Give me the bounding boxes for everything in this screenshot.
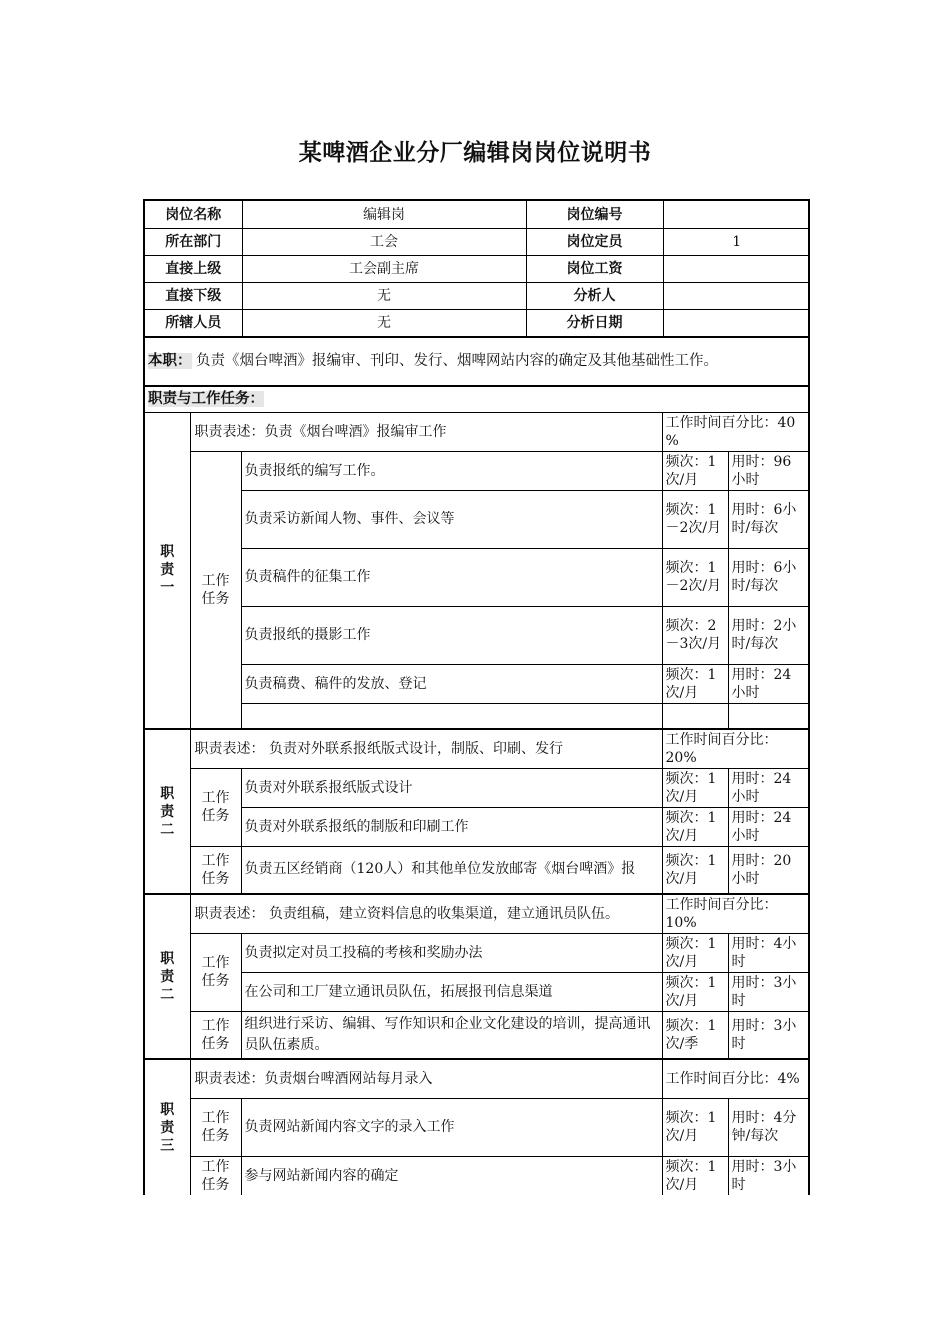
task-frequency: 频次：1次/月	[662, 807, 728, 846]
task-text: 在公司和工厂建立通讯员队伍，拓展报刊信息渠道	[241, 972, 662, 1011]
task-time: 用时：2小时/每次	[728, 606, 809, 664]
task-time: 用时：96小时	[728, 451, 809, 490]
subordinate-value: 无	[242, 283, 526, 309]
duty-statement: 职责表述：负责烟台啤酒网站每月录入	[190, 1059, 662, 1098]
position-name-value: 编辑岗	[242, 201, 526, 228]
task-frequency: 频次：1次/月	[662, 1098, 728, 1156]
subordinate-label: 直接下级	[145, 283, 242, 309]
task-time	[728, 703, 809, 729]
task-text: 负责对外联系报纸的制版和印刷工作	[241, 807, 662, 846]
duty-percent: 工作时间百分比：20%	[662, 729, 809, 768]
task-text: 负责稿费、稿件的发放、登记	[241, 664, 662, 703]
task-time: 用时：20小时	[728, 846, 809, 894]
task-time: 用时：24小时	[728, 664, 809, 703]
position-no-value	[663, 201, 809, 228]
superior-label: 直接上级	[145, 256, 242, 282]
task-time: 用时：3小时	[728, 1156, 809, 1195]
work-task-label: 工作任务	[190, 1011, 241, 1059]
duty-label: 职责一	[144, 412, 190, 729]
section-label: 职责与工作任务：	[148, 391, 264, 408]
task-frequency: 频次：1次/月	[662, 664, 728, 703]
task-frequency: 频次：2－3次/月	[662, 606, 728, 664]
superior-value: 工会副主席	[242, 256, 526, 282]
duty-statement: 职责表述： 负责对外联系报纸版式设计，制版、印刷、发行	[190, 729, 662, 768]
quota-label: 岗位定员	[526, 229, 663, 255]
task-time: 用时：24小时	[728, 807, 809, 846]
task-frequency: 频次：1次/月	[662, 1156, 728, 1195]
task-frequency: 频次：1次/月	[662, 846, 728, 894]
duty-label: 职责三	[144, 1059, 190, 1195]
info-row	[145, 283, 809, 309]
page-title: 某啤酒企业分厂编辑岗岗位说明书	[298, 140, 652, 166]
duty-statement: 职责表述：负责《烟台啤酒》报编审工作	[190, 412, 662, 451]
duty-statement: 职责表述： 负责组稿，建立资料信息的收集渠道，建立通讯员队伍。	[190, 894, 662, 933]
task-time: 用时：3小时	[728, 972, 809, 1011]
task-text: 负责稿件的征集工作	[241, 548, 662, 606]
task-time: 用时：4小时	[728, 933, 809, 972]
task-text: 负责对外联系报纸版式设计	[241, 768, 662, 807]
salary-label: 岗位工资	[526, 256, 663, 282]
duty-summary-label: 本职：	[148, 353, 192, 369]
task-text	[241, 703, 662, 729]
duty-percent: 工作时间百分比：40 %	[662, 412, 809, 451]
info-table	[145, 201, 809, 228]
position-name-label: 岗位名称	[145, 201, 242, 228]
quota-value: 1	[732, 234, 742, 250]
task-frequency: 频次：1次/季	[662, 1011, 728, 1059]
task-frequency: 频次：1次/月	[662, 768, 728, 807]
task-text: 组织进行采访、编辑、写作知识和企业文化建设的培训，提高通讯员队伍素质。	[241, 1011, 662, 1059]
duty-label: 职责二	[144, 894, 190, 1059]
task-time: 用时：6小时/每次	[728, 548, 809, 606]
work-task-label: 工作任务	[190, 846, 241, 894]
task-frequency: 频次：1次/月	[662, 972, 728, 1011]
duty-label: 职责二	[144, 729, 190, 894]
position-no-label: 岗位编号	[526, 201, 663, 228]
task-text: 负责报纸的摄影工作	[241, 606, 662, 664]
task-frequency: 频次：1次/月	[662, 451, 728, 490]
work-task-label: 工作任务	[190, 933, 241, 1011]
task-frequency: 频次：1－2次/月	[662, 548, 728, 606]
duty-percent: 工作时间百分比：10%	[662, 894, 809, 933]
task-frequency: 频次：1次/月	[662, 933, 728, 972]
dept-label: 所在部门	[145, 229, 242, 255]
job-description-table	[143, 199, 810, 1195]
date-value	[663, 310, 809, 336]
work-task-label: 工作任务	[190, 1098, 241, 1156]
info-row	[145, 256, 809, 282]
duty-percent: 工作时间百分比：4%	[662, 1059, 809, 1098]
duty-summary-text: 负责《烟台啤酒》报编审、刊印、发行、烟啤网站内容的确定及其他基础性工作。	[195, 353, 718, 369]
work-task-label: 工作任务	[190, 768, 241, 846]
info-row	[145, 229, 809, 255]
task-text: 参与网站新闻内容的确定	[241, 1156, 662, 1195]
task-time: 用时：24小时	[728, 768, 809, 807]
duty-summary	[144, 337, 809, 386]
task-text: 负责采访新闻人物、事件、会议等	[241, 490, 662, 548]
task-frequency	[662, 703, 728, 729]
task-frequency: 频次：1－2次/月	[662, 490, 728, 548]
task-time: 用时：4分钟/每次	[728, 1098, 809, 1156]
task-time: 用时：6小时/每次	[728, 490, 809, 548]
task-text: 负责网站新闻内容文字的录入工作	[241, 1098, 662, 1156]
task-time: 用时：3小时	[728, 1011, 809, 1059]
task-text: 负责五区经销商（120人）和其他单位发放邮寄《烟台啤酒》报	[241, 846, 662, 894]
analyst-value	[663, 283, 809, 309]
date-label: 分析日期	[526, 310, 663, 336]
staff-label: 所辖人员	[145, 310, 242, 336]
analyst-label: 分析人	[526, 283, 663, 309]
dept-value: 工会	[242, 229, 526, 255]
salary-value	[663, 256, 809, 282]
task-text: 负责拟定对员工投稿的考核和奖励办法	[241, 933, 662, 972]
staff-value: 无	[242, 310, 526, 336]
work-task-label: 工作任务	[190, 1156, 241, 1195]
work-task-label: 工作任务	[190, 451, 241, 729]
info-row	[145, 310, 809, 336]
task-text: 负责报纸的编写工作。	[241, 451, 662, 490]
